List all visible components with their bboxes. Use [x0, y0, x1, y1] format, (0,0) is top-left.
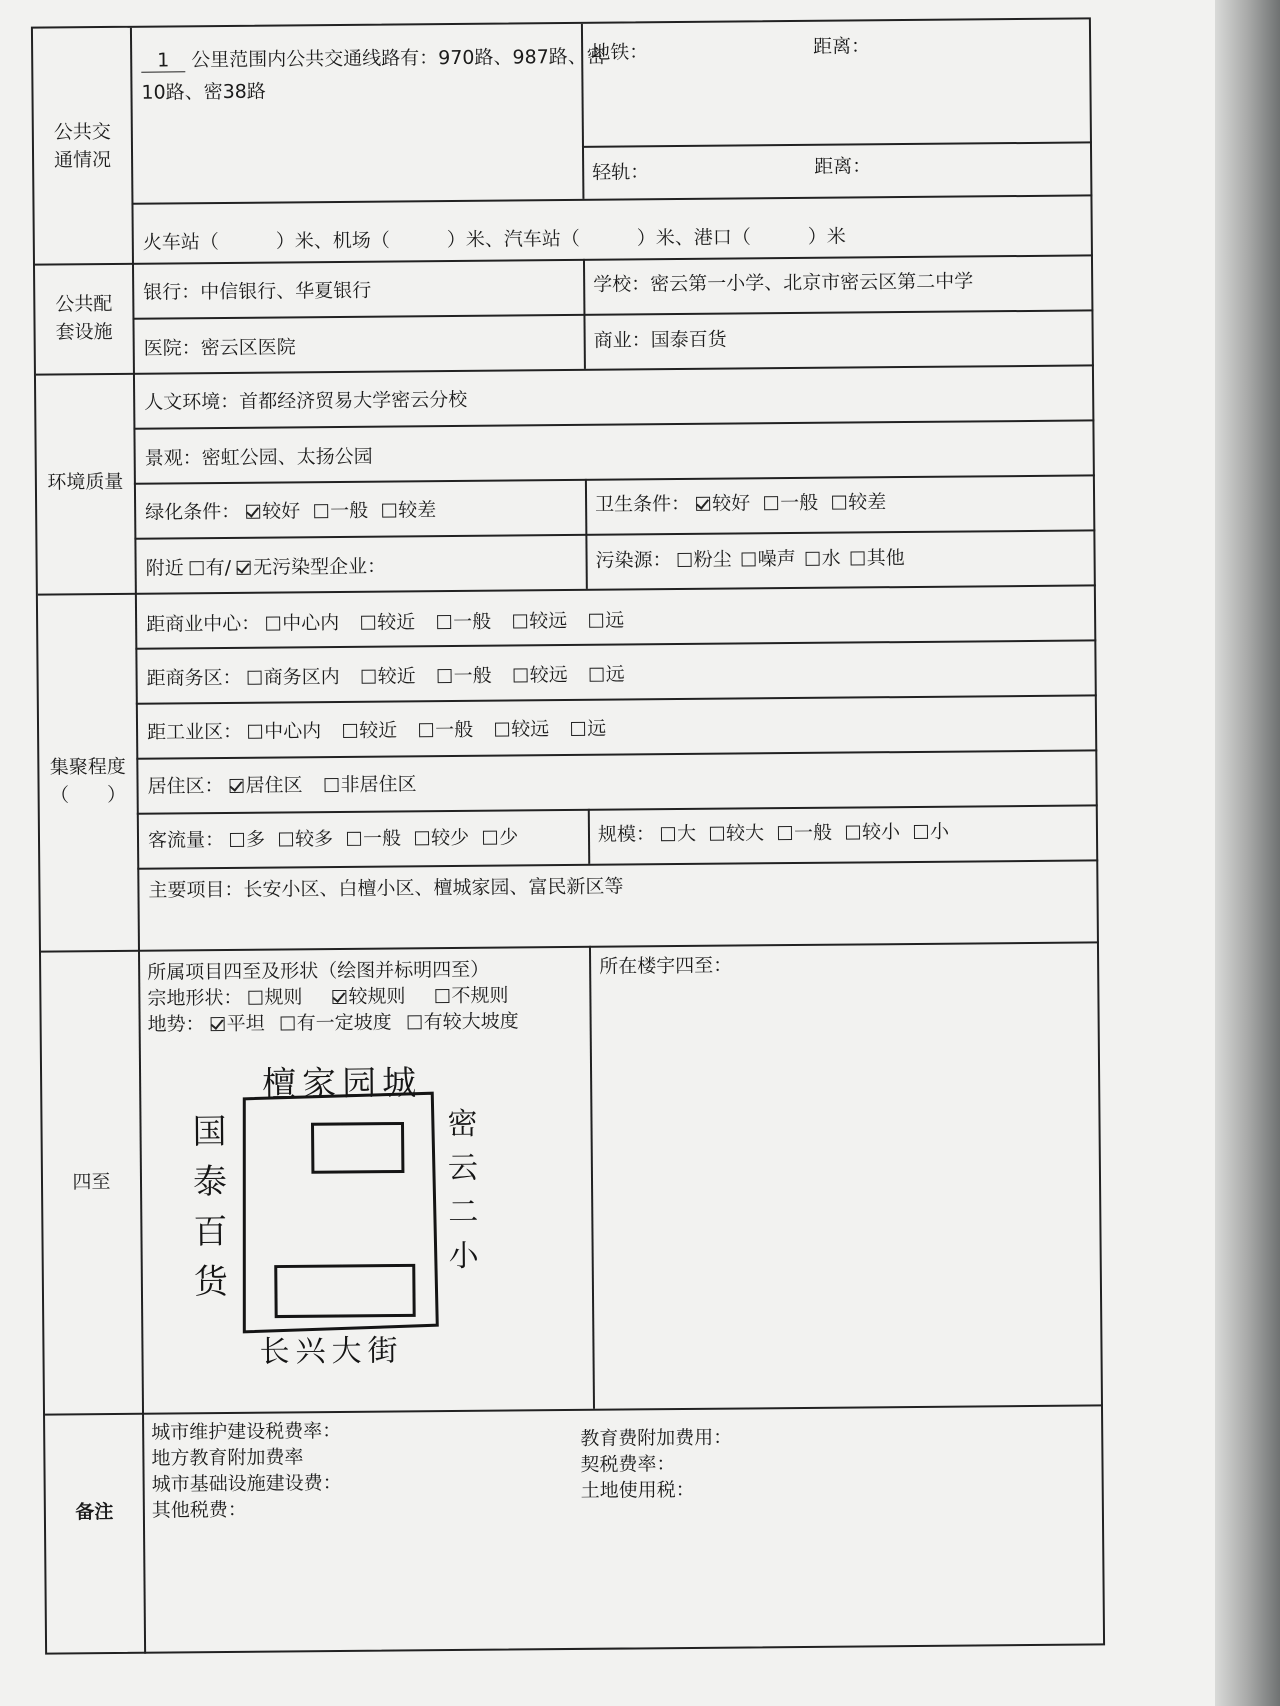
option-label: 少: [499, 826, 519, 849]
empty-box-icon[interactable]: [279, 832, 293, 846]
remark-deed-tax: 契税费率：: [580, 1453, 676, 1476]
terrain-label: 地势：: [147, 1013, 205, 1036]
checkbox-option[interactable]: [332, 985, 405, 1008]
option-label: 非居住区: [340, 773, 417, 796]
option-label: 较远: [529, 609, 568, 633]
checkbox-option[interactable]: [382, 499, 436, 521]
empty-box-icon[interactable]: [248, 671, 262, 685]
business-center-row: [146, 607, 646, 637]
checkbox-option[interactable]: [408, 1010, 519, 1033]
option-label: 远: [587, 717, 607, 740]
checkbox-option[interactable]: [806, 548, 841, 570]
building-north: [313, 1123, 403, 1172]
radius-value: 1: [141, 49, 185, 72]
culture-text: 人文环境：首都经济贸易大学密云分校: [144, 388, 468, 414]
row-line: [136, 749, 1097, 759]
checkbox-option[interactable]: [435, 985, 508, 1008]
subway-label: 地铁：: [591, 41, 649, 64]
checkbox-option[interactable]: [513, 610, 567, 632]
row-line: [134, 474, 1095, 484]
option-label: 多: [245, 828, 266, 851]
survey-form-table: [31, 17, 1105, 1654]
checkbox-option[interactable]: [362, 665, 416, 687]
option-label: 较少: [431, 826, 470, 850]
row-line: [137, 804, 1098, 814]
empty-box-icon[interactable]: [661, 827, 675, 841]
scale-label: 规模：: [597, 823, 656, 846]
section-line: [45, 1404, 1103, 1415]
empty-box-icon[interactable]: [266, 617, 280, 631]
row-line: [133, 419, 1094, 429]
subway-distance-label: 距离：: [813, 35, 871, 58]
empty-box-icon[interactable]: [314, 504, 328, 518]
empty-box-icon[interactable]: [513, 614, 527, 628]
option-label: 水: [821, 547, 841, 570]
north-boundary-text: 檀家园城: [261, 1063, 423, 1105]
option-label: 较好: [262, 500, 301, 523]
checkbox-option[interactable]: [832, 491, 886, 513]
remark-education-fee: 教育费附加费用：: [580, 1426, 733, 1450]
remark-local-education: 地方教育附加费率: [151, 1446, 304, 1470]
scale-row: [598, 819, 963, 848]
empty-box-icon[interactable]: [419, 723, 433, 737]
option-label: 有较大坡度: [423, 1010, 519, 1034]
checkbox-option[interactable]: [314, 500, 368, 522]
empty-box-icon[interactable]: [190, 561, 204, 575]
option-label: 较近: [377, 665, 416, 688]
industrial-options: [248, 717, 628, 742]
option-label: 小: [930, 820, 950, 843]
business-center-label: 距商业中心：: [146, 612, 261, 636]
option-label: 远: [605, 663, 625, 686]
sanitation-options: [696, 491, 900, 515]
business-center-options: [266, 609, 646, 634]
option-label: 噪声: [757, 548, 796, 571]
empty-box-icon[interactable]: [382, 503, 396, 517]
stations-text: 火车站（ ）米、机场（ ）米、汽车站（ ）米、港口（ ）米: [142, 225, 846, 254]
transport-radius-cont: 10路、密38路: [141, 80, 266, 104]
bank-text: 银行：中信银行、华夏银行: [143, 279, 372, 304]
agglomeration-divider: [588, 809, 590, 864]
checkbox-option[interactable]: [710, 822, 764, 844]
residential-label: 居住区：: [147, 775, 224, 798]
empty-box-icon[interactable]: [437, 615, 451, 629]
empty-box-icon[interactable]: [347, 832, 361, 846]
remark-land-use-tax: 土地使用税：: [580, 1478, 695, 1502]
category-divider: [130, 28, 146, 1654]
option-label: 大: [676, 822, 697, 846]
option-label: 一般: [435, 718, 474, 742]
checkbox-option[interactable]: [266, 612, 339, 635]
option-label: 粉尘: [693, 548, 732, 571]
empty-box-icon[interactable]: [806, 552, 820, 566]
empty-box-icon[interactable]: [742, 552, 756, 566]
checkbox-option[interactable]: [589, 610, 624, 632]
section-line: [41, 941, 1099, 952]
empty-box-icon[interactable]: [589, 614, 603, 628]
industrial-label: 距工业区：: [146, 720, 243, 744]
residential-options: [230, 773, 439, 797]
remark-urban-maintenance: 城市维护建设税费率：: [151, 1420, 342, 1444]
shape-row: [147, 982, 538, 1011]
background-edge: [1215, 0, 1280, 1706]
empty-box-icon[interactable]: [571, 722, 585, 736]
checkbox-option[interactable]: [237, 556, 386, 579]
option-label: 较近: [377, 611, 416, 634]
row-line: [137, 859, 1098, 869]
terrain-row: [148, 1008, 535, 1037]
agglomeration-category: [39, 753, 136, 810]
pollution-options: [678, 547, 915, 571]
traffic-label: 客流量：: [147, 829, 225, 852]
checkbox-option[interactable]: [438, 665, 492, 687]
greening-row: [145, 497, 450, 526]
empty-box-icon[interactable]: [832, 496, 846, 510]
checked-box-icon[interactable]: [246, 505, 260, 519]
building-south: [276, 1265, 414, 1316]
option-label: 平坦: [226, 1012, 265, 1035]
checkbox-option[interactable]: [361, 611, 415, 633]
shape-options: [248, 984, 538, 1009]
option-label: 较规则: [348, 985, 406, 1008]
light-rail-label: 轻轨：: [592, 161, 650, 184]
section-line: [35, 254, 1093, 265]
checkbox-option[interactable]: [325, 773, 417, 796]
option-label: 商务区内: [263, 665, 340, 689]
option-label: 一般: [793, 821, 833, 845]
checkbox-option[interactable]: [248, 666, 340, 689]
row-line: [136, 694, 1097, 704]
pollution-label: 污染源：: [595, 549, 672, 572]
scale-options: [661, 821, 963, 846]
option-label: 远: [605, 609, 625, 632]
terrain-options: [211, 1010, 535, 1035]
checkbox-option[interactable]: [846, 821, 900, 843]
traffic-row: [148, 824, 532, 853]
checkbox-option[interactable]: [495, 718, 549, 740]
remark-infrastructure: 城市基础设施建设费：: [151, 1472, 342, 1496]
agglomeration-paren: （ ）: [50, 783, 127, 807]
pollution-row: [595, 545, 914, 574]
checkbox-option[interactable]: [851, 547, 905, 569]
checkbox-option[interactable]: [190, 557, 232, 579]
option-label: 较近: [359, 719, 398, 742]
checkbox-option[interactable]: [590, 663, 625, 685]
business-district-options: [248, 663, 647, 688]
south-boundary-text: 长兴大街: [259, 1333, 404, 1370]
east-boundary-text: 密云二小: [447, 1106, 479, 1275]
main-projects-text: 主要项目：长安小区、白檀小区、檀城家园、富民新区等: [148, 875, 624, 902]
checkbox-option[interactable]: [248, 720, 321, 743]
option-label: 不规则: [451, 984, 509, 1008]
remarks-right: [580, 1425, 733, 1504]
checkbox-option[interactable]: [281, 1012, 392, 1035]
option-label: 其他: [866, 547, 905, 570]
option-label: 居住区: [245, 774, 303, 797]
section-line: [38, 584, 1096, 595]
checked-box-icon[interactable]: [332, 990, 346, 1004]
industrial-row: [147, 715, 628, 745]
light-rail-distance-label: 距离：: [814, 155, 872, 178]
nearby-options: [190, 556, 393, 580]
facilities-category: 公共配套设施: [55, 292, 113, 344]
nearby-label: 附近: [145, 557, 184, 580]
sanitation-row: [595, 489, 900, 518]
option-label: 一般: [363, 827, 402, 850]
checkbox-option[interactable]: [778, 822, 832, 844]
option-label: 较差: [398, 499, 437, 522]
checkbox-option[interactable]: [678, 549, 732, 571]
option-label: 较多: [295, 828, 334, 851]
section-line: [36, 364, 1094, 375]
school-text: 学校：密云第一小学、北京市密云区第二中学: [593, 270, 974, 296]
remarks-left: [151, 1418, 342, 1524]
commerce-text: 商业：国泰百货: [593, 328, 727, 352]
empty-box-icon[interactable]: [248, 725, 262, 739]
checkbox-option[interactable]: [343, 719, 397, 741]
empty-box-icon[interactable]: [710, 827, 724, 841]
option-label: 中心内: [282, 611, 340, 635]
option-label: 较大: [725, 822, 765, 845]
empty-box-icon[interactable]: [483, 831, 497, 845]
checkbox-option[interactable]: [764, 492, 818, 514]
environment-category: 环境质量: [47, 470, 124, 494]
checked-box-icon[interactable]: [211, 1017, 225, 1031]
option-label: 中心内: [264, 720, 322, 743]
option-label: 较远: [529, 663, 568, 687]
empty-box-icon[interactable]: [851, 551, 865, 565]
checkbox-option[interactable]: [248, 986, 302, 1008]
checkbox-option[interactable]: [696, 492, 750, 514]
checkbox-option[interactable]: [230, 774, 303, 797]
business-district-label: 距商务区：: [146, 666, 242, 690]
checked-box-icon[interactable]: [237, 561, 251, 575]
checkbox-option[interactable]: [211, 1013, 265, 1035]
nearby-row: [146, 554, 393, 582]
checked-box-icon[interactable]: [230, 779, 244, 793]
row-line: [582, 141, 1092, 147]
empty-box-icon[interactable]: [230, 833, 244, 847]
empty-box-icon[interactable]: [778, 826, 792, 840]
checkbox-option[interactable]: [415, 827, 469, 849]
empty-box-icon[interactable]: [914, 825, 928, 839]
greening-label: 绿化条件：: [145, 500, 241, 524]
option-label: 无污染型企业：: [253, 555, 387, 579]
empty-box-icon[interactable]: [514, 668, 528, 682]
greening-options: [246, 499, 450, 523]
checkbox-option[interactable]: [347, 827, 401, 849]
radius-text: 公里范围内公共交通线路有：970路、987路、密: [191, 45, 606, 72]
building-boundary-title: 所在楼宇四至：: [599, 954, 733, 978]
residential-row: [147, 771, 438, 800]
option-label: 较小: [861, 821, 901, 844]
hospital-text: 医院：密云区医院: [143, 336, 296, 360]
empty-box-icon[interactable]: [495, 723, 509, 737]
empty-box-icon[interactable]: [590, 668, 604, 682]
empty-box-icon[interactable]: [435, 989, 449, 1003]
checkbox-option[interactable]: [246, 500, 300, 522]
option-label: 规则: [264, 986, 303, 1009]
checkbox-option[interactable]: [437, 611, 491, 633]
option-label: 一般: [780, 491, 819, 515]
empty-box-icon[interactable]: [846, 825, 860, 839]
option-label: 一般: [453, 664, 492, 687]
west-boundary-text: 国泰百货: [192, 1111, 229, 1303]
checkbox-option[interactable]: [661, 823, 696, 845]
row-line: [135, 639, 1096, 649]
empty-box-icon[interactable]: [408, 1015, 422, 1029]
empty-box-icon[interactable]: [438, 669, 452, 683]
empty-box-icon[interactable]: [764, 496, 778, 510]
transport-radius: [141, 44, 606, 74]
site-sketch: [232, 1085, 454, 1347]
checkbox-option[interactable]: [483, 826, 518, 848]
remarks-category: 备注: [75, 1500, 114, 1524]
row-line: [132, 309, 1093, 319]
empty-box-icon[interactable]: [248, 991, 262, 1005]
boundaries-divider: [589, 946, 595, 1409]
checkbox-option[interactable]: [419, 719, 473, 741]
checked-box-icon[interactable]: [696, 497, 710, 511]
option-label: 较远: [511, 718, 550, 741]
empty-box-icon[interactable]: [361, 616, 375, 630]
agglomeration-title: 集聚程度: [49, 755, 126, 779]
option-label: 有/: [205, 556, 232, 580]
remark-other: 其他税费：: [151, 1498, 247, 1522]
empty-box-icon[interactable]: [325, 778, 339, 792]
business-district-row: [146, 661, 646, 691]
option-label: 一般: [453, 610, 492, 633]
sanitation-label: 卫生条件：: [595, 492, 691, 516]
empty-box-icon[interactable]: [281, 1016, 295, 1030]
empty-box-icon[interactable]: [343, 724, 357, 738]
project-boundary-title: 所属项目四至及形状（绘图并标明四至）: [147, 958, 490, 984]
empty-box-icon[interactable]: [415, 831, 429, 845]
checkbox-option[interactable]: [279, 828, 333, 850]
site-outline: [242, 1093, 437, 1332]
checkbox-option[interactable]: [914, 821, 949, 843]
transport-category: 公共交通情况: [53, 120, 112, 172]
checkbox-option[interactable]: [230, 829, 265, 851]
option-label: 一般: [330, 499, 369, 523]
empty-box-icon[interactable]: [362, 670, 376, 684]
option-label: 有一定坡度: [296, 1011, 392, 1035]
option-label: 较差: [848, 491, 887, 514]
boundaries-category: 四至: [72, 1171, 111, 1194]
row-line: [131, 194, 1092, 204]
empty-box-icon[interactable]: [678, 553, 692, 567]
row-line: [134, 529, 1095, 539]
option-label: 较好: [712, 492, 751, 515]
checkbox-option[interactable]: [514, 664, 568, 686]
checkbox-option[interactable]: [571, 718, 606, 740]
traffic-options: [230, 826, 532, 851]
landscape-text: 景观：密虹公园、太扬公园: [144, 445, 373, 470]
checkbox-option[interactable]: [742, 548, 796, 570]
shape-label: 宗地形状：: [147, 986, 243, 1010]
